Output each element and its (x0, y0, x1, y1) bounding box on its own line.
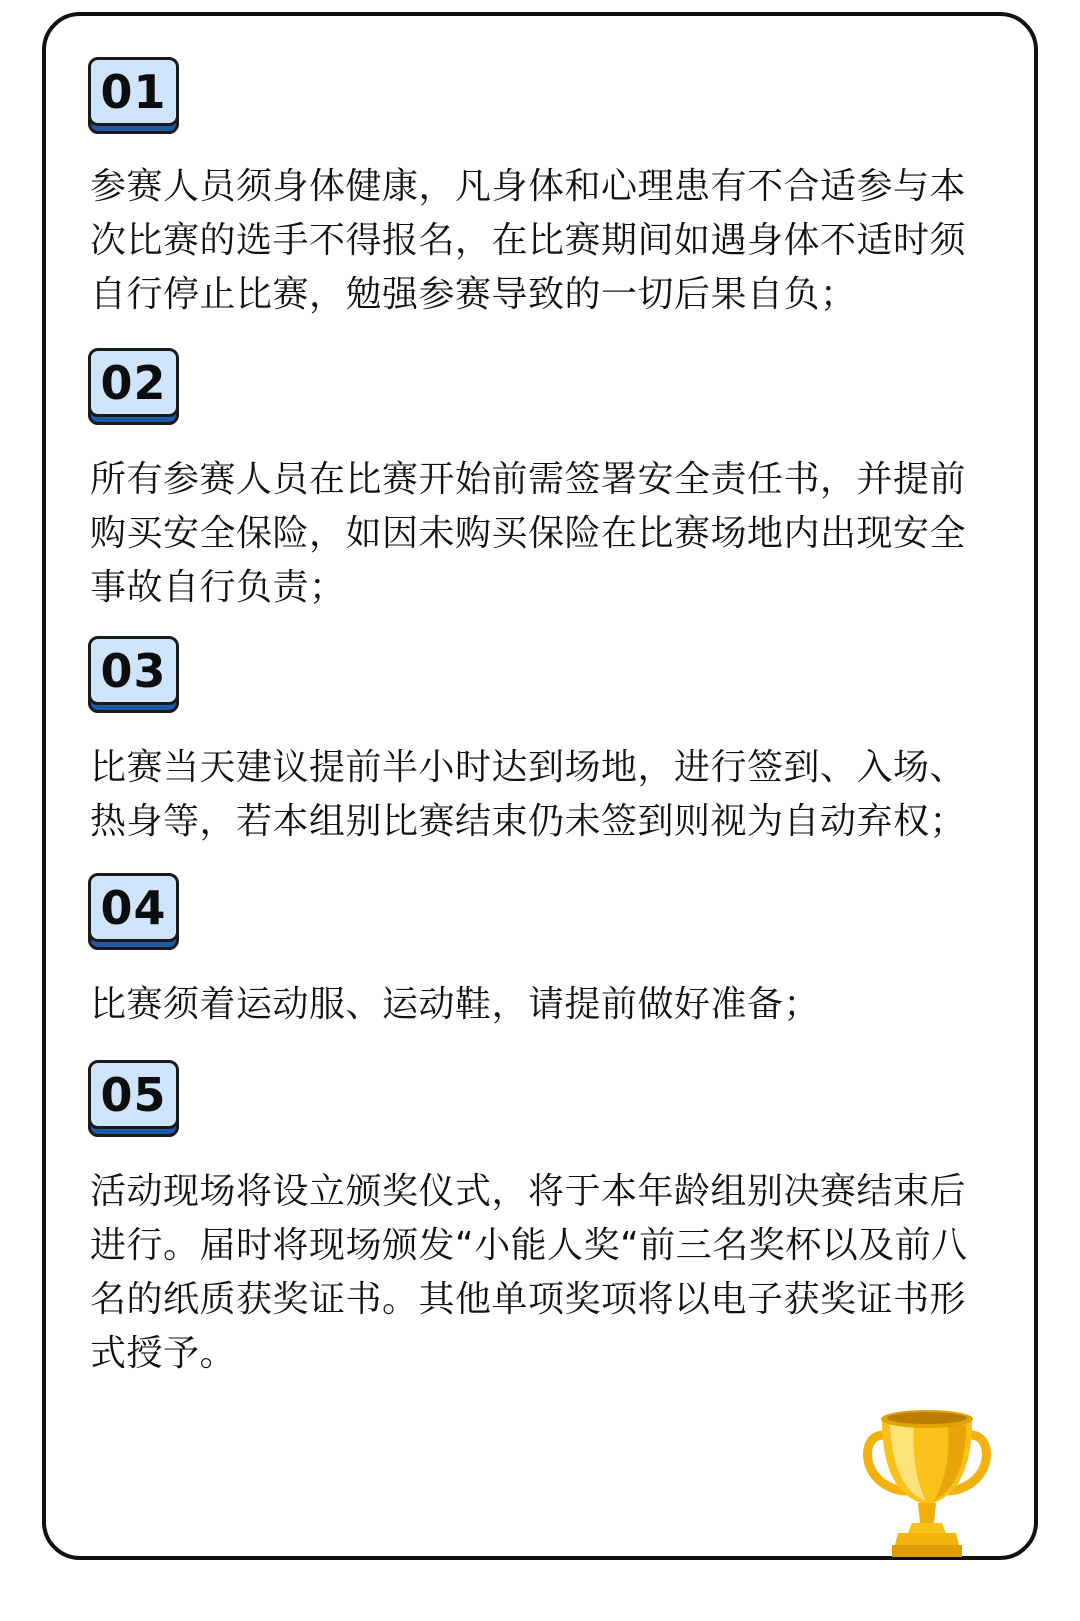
item-text-05: 活动现场将设立颁奖仪式，将于本年龄组别决赛结束后进行。届时将现场颁发“小能人奖“前三名奖杯以及前八名的纸质获奖证书。其他单项奖项将以电子获奖证书形式授予。 (90, 1171, 968, 1374)
item-number-badge-04 (88, 873, 179, 950)
item-text-01: 参赛人员须身体健康，凡身体和心理患有不合适参与本次比赛的选手不得报名，在比赛期间如遇身体不适时须自行停止比赛，勉强参赛导致的一切后果自负； (90, 166, 967, 315)
item-number-01: 01 (88, 57, 179, 126)
item-text-04: 比赛须着运动服、运动鞋，请提前做好准备； (90, 984, 821, 1025)
item-number-03: 03 (88, 636, 179, 705)
item-number-05: 05 (88, 1060, 179, 1129)
item-number-badge-03 (88, 636, 179, 713)
item-text-03: 比赛当天建议提前半小时达到场地，进行签到、入场、热身等，若本组别比赛结束仍未签到则视为自动弃权； (90, 747, 967, 842)
item-number-02: 02 (88, 348, 179, 417)
item-number-badge-05 (88, 1060, 179, 1137)
trophy-icon (862, 1405, 992, 1565)
item-number-badge-02 (88, 348, 179, 425)
item-number-04: 04 (88, 873, 179, 942)
item-number-badge-01 (88, 57, 179, 134)
item-text-02: 所有参赛人员在比赛开始前需签署安全责任书，并提前购买安全保险，如因未购买保险在比赛场地内出现安全事故自行负责； (90, 459, 967, 608)
